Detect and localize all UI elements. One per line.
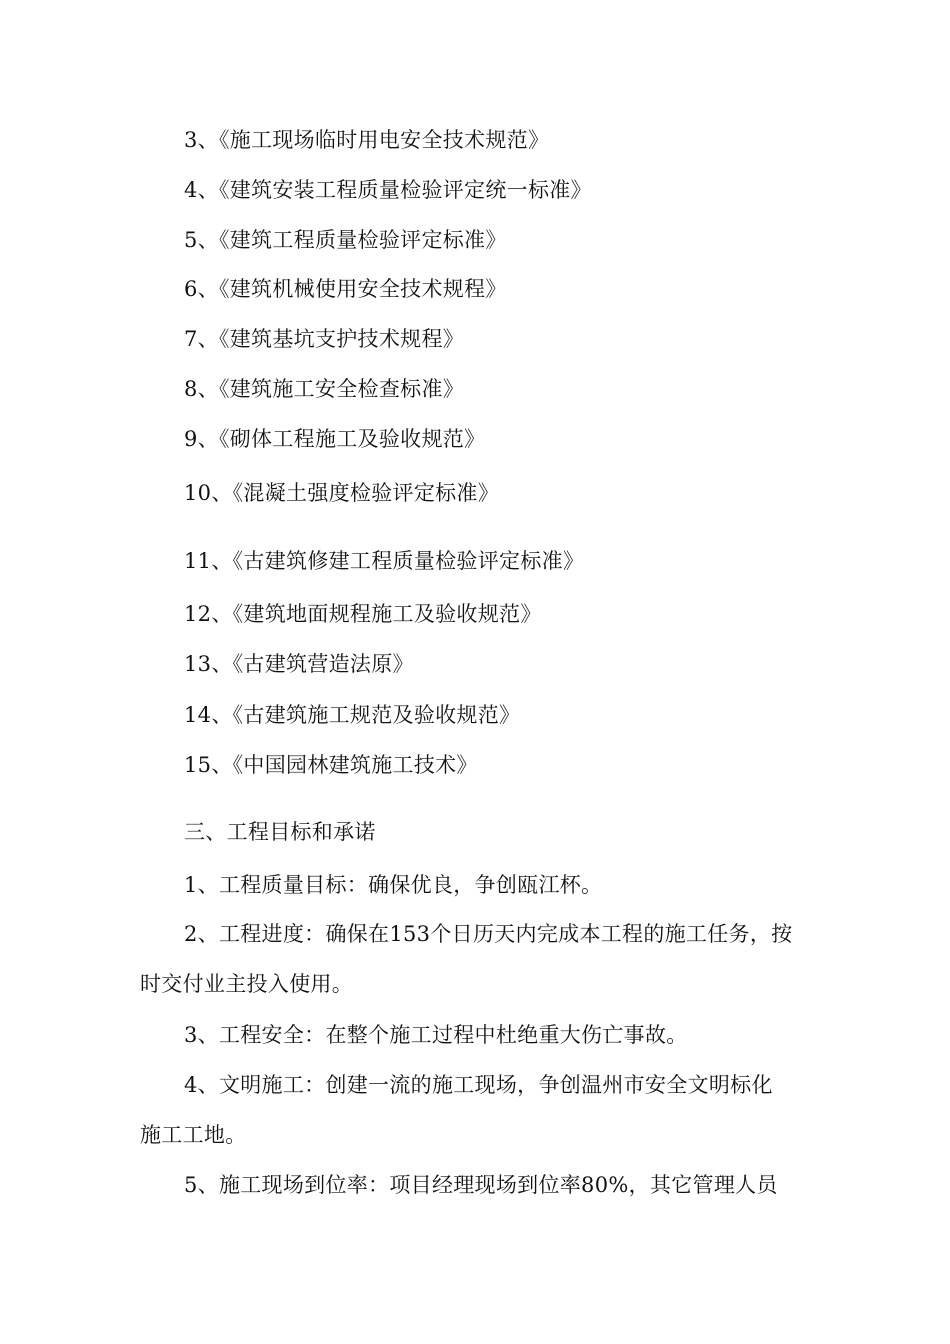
standard-item-4: 4、《建筑安装工程质量检验评定统一标准》 — [184, 178, 592, 202]
standard-item-14: 14、《古建筑施工规范及验收规范》 — [184, 703, 521, 727]
standard-item-12: 12、《建筑地面规程施工及验收规范》 — [184, 602, 542, 626]
standard-item-11: 11、《古建筑修建工程质量检验评定标准》 — [184, 549, 585, 573]
goal-quality: 1、工程质量目标：确保优良，争创瓯江杯。 — [184, 873, 603, 897]
standard-item-9: 9、《砌体工程施工及验收规范》 — [184, 427, 486, 451]
standard-item-3: 3、《施工现场临时用电安全技术规范》 — [184, 128, 550, 152]
goal-schedule-line-2: 时交付业主投入使用。 — [140, 972, 353, 996]
goal-civilized-construction-line-1: 4、文明施工：创建一流的施工现场，争创温州市安全文明标化 — [184, 1073, 773, 1097]
standard-item-15: 15、《中国园林建筑施工技术》 — [184, 753, 478, 777]
standard-item-6: 6、《建筑机械使用安全技术规程》 — [184, 277, 507, 301]
standard-item-10: 10、《混凝土强度检验评定标准》 — [184, 481, 500, 505]
standard-item-13: 13、《古建筑营造法原》 — [184, 652, 414, 676]
goal-civilized-construction-line-2: 施工工地。 — [140, 1123, 247, 1147]
goal-schedule-line-1: 2、工程进度：确保在153个日历天内完成本工程的施工任务，按 — [184, 922, 793, 946]
goal-safety: 3、工程安全：在整个施工过程中杜绝重大伤亡事故。 — [184, 1023, 688, 1047]
standard-item-5: 5、《建筑工程质量检验评定标准》 — [184, 228, 507, 252]
standard-item-7: 7、《建筑基坑支护技术规程》 — [184, 327, 465, 351]
standard-item-8: 8、《建筑施工安全检查标准》 — [184, 377, 465, 401]
section-heading: 三、工程目标和承诺 — [184, 820, 376, 844]
goal-onsite-rate-line-1: 5、施工现场到位率：项目经理现场到位率80%，其它管理人员 — [184, 1173, 778, 1197]
